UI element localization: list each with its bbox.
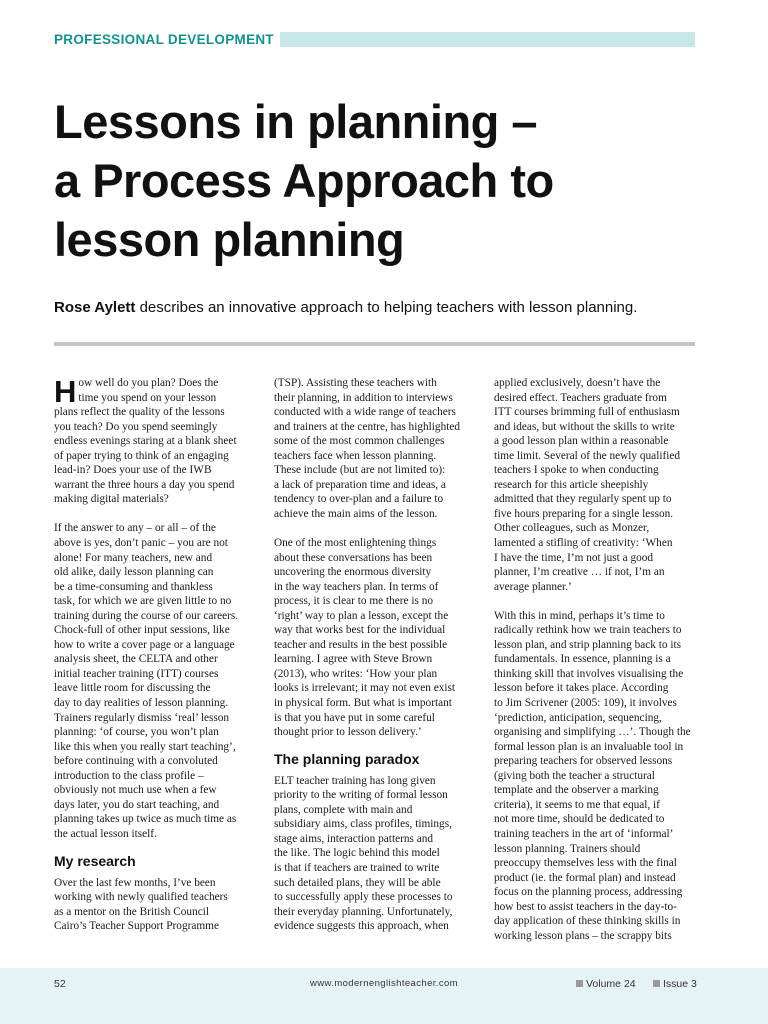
text-line: about these conversations has been <box>274 551 433 564</box>
text-line: time you spend on your lesson <box>78 391 217 404</box>
text-line: working with newly qualified teachers <box>54 891 228 904</box>
text-line: fundamentals. In essence, planning is a <box>494 653 671 666</box>
text-line: introduction to the class profile – <box>54 769 204 782</box>
text-line: preparing teachers for observed lessons <box>494 755 673 768</box>
issue-text: Issue 3 <box>663 978 697 990</box>
paragraph <box>274 376 476 521</box>
text-line: desired effect. Teachers graduate from <box>494 391 667 404</box>
section-label <box>54 31 280 48</box>
text-line: way that works best for the individual <box>274 624 446 637</box>
text-line: Over the last few months, I’ve been <box>54 876 216 889</box>
column-2 <box>274 376 476 934</box>
text-line: time limit. Several of the newly qualified <box>494 449 681 462</box>
text-line: how best to assist teachers in the day-to- <box>494 900 677 913</box>
text-line: as a mentor on the British Council <box>54 905 209 918</box>
text-line: ITT courses brimming full of enthusiasm <box>494 406 680 419</box>
text-line: analysis sheet, the CELTA and other <box>54 653 218 666</box>
text-line: is that if teachers are trained to write <box>274 861 440 874</box>
text-line: be a time-consuming and thankless <box>54 580 213 593</box>
text-line: learning. I agree with Steve Brown <box>274 653 433 666</box>
text-line: the actual lesson itself. <box>54 827 157 840</box>
footer-url: www.modernenglishteacher.com <box>310 978 458 989</box>
text-line: some of the most common challenges <box>274 435 445 448</box>
text-line: criteria), it seems to me that equal, if <box>494 798 660 811</box>
text-line: day to day realities of lesson planning. <box>54 697 229 710</box>
page-footer <box>0 968 768 1024</box>
paragraph <box>274 774 476 934</box>
text-line: the like. The logic behind this model <box>274 847 440 860</box>
issue-label <box>653 978 697 990</box>
text-line: teacher and results in the best possible <box>274 638 448 651</box>
text-line: initial teacher training (ITT) courses <box>54 667 219 680</box>
square-bullet-icon <box>653 980 660 987</box>
column-1 <box>54 376 256 934</box>
subheading-planning-paradox: The planning paradox <box>274 750 420 767</box>
text-line: organising and simplifying …’. Though the <box>494 726 691 739</box>
text-line: looks is irrelevant; it may not even exist <box>274 682 456 695</box>
text-line: ELT teacher training has long given <box>274 774 436 787</box>
text-line: planner, I’m creative … if not, I’m an <box>494 566 665 579</box>
text-line: a good lesson plan within a reasonable <box>494 435 669 448</box>
text-line: obviously not much use when a few <box>54 784 217 797</box>
text-line: working lesson plans – the scrappy bits <box>494 929 672 942</box>
title-divider <box>54 342 695 346</box>
text-line: task, for which we are given little to no <box>54 595 232 608</box>
text-line: process, it is clear to me there is no <box>274 595 434 608</box>
text-line: formal lesson plan is an invaluable tool in <box>494 740 684 753</box>
text-line: training teachers in the art of ‘informal’ <box>494 827 674 840</box>
text-line: how to write a cover page or a language <box>54 638 235 651</box>
text-line: Trainers regularly dismiss ‘real’ lesson <box>54 711 230 724</box>
text-line: five hours preparing for a single lesson. <box>494 507 674 520</box>
text-line: average planner.’ <box>494 580 572 593</box>
text-line: tendency to over-plan and a failure to <box>274 493 444 506</box>
text-line: product (ie. the formal plan) and instead <box>494 871 676 884</box>
text-line: above is yes, don’t panic – you are not <box>54 537 228 550</box>
paragraph <box>494 376 696 594</box>
text-line: applied exclusively, doesn’t have the <box>494 377 661 389</box>
text-line: Cairo’s Teacher Support Programme <box>54 920 219 933</box>
text-line: before continuing with a convoluted <box>54 755 218 768</box>
text-line: day application of these thinking skills in <box>494 915 681 928</box>
text-line: priority to the writing of formal lesson <box>274 789 448 802</box>
text-line: evidence suggests this approach, when <box>274 920 449 933</box>
text-line: teachers I spoke to when conducting <box>494 464 659 477</box>
section-label-text: PROFESSIONAL DEVELOPMENT <box>54 32 274 47</box>
text-line: research for this article sheepishly <box>494 478 649 491</box>
text-line: to successfully apply these processes to <box>274 891 453 904</box>
text-line: like this when you really start teaching’, <box>54 740 236 753</box>
text-line: admitted that they regularly spent up to <box>494 493 672 506</box>
text-line: lesson planning. Trainers should <box>494 842 641 855</box>
title-line: lesson planning <box>54 213 405 266</box>
text-line: I have the time, I’m not just a good <box>494 551 654 564</box>
intro-paragraph <box>54 376 256 507</box>
text-line: lead-in? Does your use of the IWB <box>54 464 212 477</box>
volume-text: Volume 24 <box>586 978 636 990</box>
paragraph <box>274 536 476 740</box>
text-line: a lack of preparation time and ideas, a <box>274 478 446 491</box>
paragraph <box>494 609 696 944</box>
text-line: subsidiary aims, class profiles, timings, <box>274 818 452 831</box>
text-line: template and the observer a marking <box>494 784 659 797</box>
text-line: preoccupy themselves less with the final <box>494 857 677 870</box>
text-line: warrant the three hours a day you spend <box>54 478 235 491</box>
text-line: not more time, should be dedicated to <box>494 813 665 826</box>
text-line: (2013), who writes: ‘How your plan <box>274 667 438 680</box>
text-line: of paper trying to think of an engaging <box>54 449 229 462</box>
text-line: and trainers at the centre, has highlighted <box>274 420 461 433</box>
text-line: With this in mind, perhaps it’s time to <box>494 609 665 622</box>
text-line: in the way teachers plan. In terms of <box>274 580 439 593</box>
text-line: alone! For many teachers, new and <box>54 551 213 564</box>
drop-cap: H <box>54 374 77 409</box>
text-line: days later, you do start teaching, and <box>54 798 220 811</box>
text-line: lamented a stifling of creativity: ‘When <box>494 537 673 550</box>
paragraph <box>54 876 256 934</box>
text-line: planning: ‘of course, you won’t plan <box>54 726 219 739</box>
text-line: (TSP). Assisting these teachers with <box>274 377 437 389</box>
title-line: Lessons in planning – <box>54 95 538 148</box>
subheading-my-research: My research <box>54 852 136 869</box>
standfirst <box>54 298 714 318</box>
text-line: ow well do you plan? Does the <box>78 377 219 389</box>
text-line: thought prior to lesson delivery.’ <box>274 726 422 739</box>
text-line: If the answer to any – or all – of the <box>54 522 216 535</box>
text-line: in physical form. But what is important <box>274 697 452 710</box>
page-number: 52 <box>54 978 66 990</box>
text-line: focus on the planning process, addressing <box>494 886 683 899</box>
text-line: lesson plan, and strip planning back to its <box>494 638 681 651</box>
author-name: Rose Aylett <box>54 299 136 316</box>
text-line: teachers face when lesson planning. <box>274 449 437 462</box>
text-line: endless evenings staring at a blank sheet <box>54 435 237 448</box>
text-line: and ideas, but without the skills to write <box>494 420 675 433</box>
text-line: plans, complete with main and <box>274 803 413 816</box>
text-line: old alike, daily lesson planning can <box>54 566 214 579</box>
text-line: conducted with a wide range of teachers <box>274 406 456 419</box>
text-line: (giving both the teacher a structural <box>494 769 655 782</box>
text-line: These include (but are not limited to): <box>274 464 446 477</box>
text-line: is that you have put in some careful <box>274 711 435 724</box>
text-line: Chock-full of other input sessions, like <box>54 624 230 637</box>
text-line: you teach? Do you spend seemingly <box>54 420 218 433</box>
text-line: thinking skill that involves visualising the <box>494 667 684 680</box>
text-line: training during the course of our careers. <box>54 609 239 622</box>
paragraph <box>54 521 256 841</box>
text-line: One of the most enlightening things <box>274 537 437 550</box>
square-bullet-icon <box>576 980 583 987</box>
article-title <box>54 92 714 269</box>
volume-label <box>576 978 636 990</box>
text-line: Other colleagues, such as Monzer, <box>494 522 650 535</box>
title-line: a Process Approach to <box>54 154 554 207</box>
text-line: ‘prediction, anticipation, sequencing, <box>494 711 662 724</box>
text-line: radically rethink how we train teachers to <box>494 624 682 637</box>
column-3 <box>494 376 696 943</box>
text-line: plans reflect the quality of the lessons <box>54 406 225 419</box>
text-line: leave little room for discussing the <box>54 682 211 695</box>
text-line: lesson before it takes place. According <box>494 682 669 695</box>
text-line: uncovering the enormous diversity <box>274 566 432 579</box>
text-line: their everyday planning. Unfortunately, <box>274 905 453 918</box>
text-line: such detailed plans, they will be able <box>274 876 441 889</box>
text-line: stage aims, interaction patterns and <box>274 832 434 845</box>
text-line: ‘right’ way to plan a lesson, except the <box>274 609 449 622</box>
text-line: their planning, in addition to interviews <box>274 391 453 404</box>
text-line: to Jim Scrivener (2005: 109), it involves <box>494 697 677 710</box>
text-line: achieve the main aims of the lesson. <box>274 507 438 520</box>
text-line: making digital materials? <box>54 493 169 506</box>
standfirst-text: describes an innovative approach to helping teachers with lesson planning. <box>135 299 638 316</box>
text-line: planning takes up twice as much time as <box>54 813 237 826</box>
